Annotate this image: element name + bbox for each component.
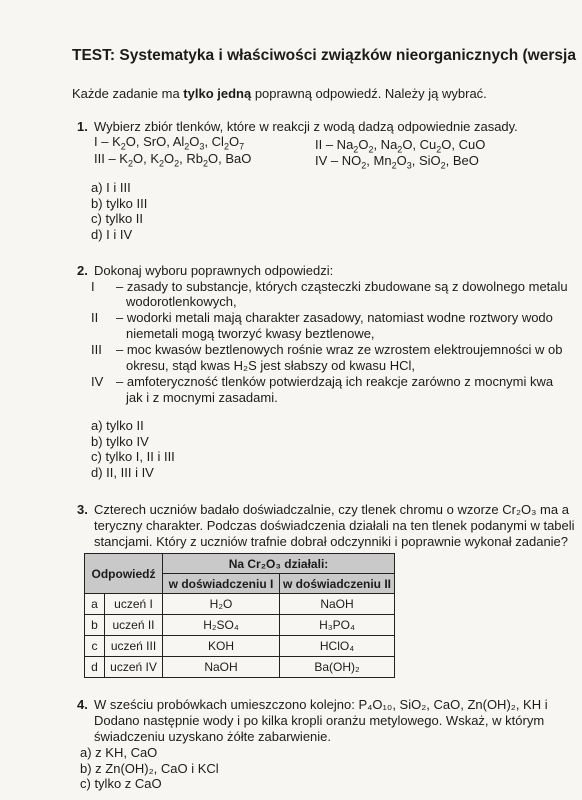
row-letter: a [85,594,105,615]
row-letter: b [85,615,105,636]
table-row [85,594,395,615]
table-row [85,636,395,657]
q2-options [91,418,175,480]
row-exp1: KOH [163,636,280,657]
question-number: 3. [77,502,88,517]
answer-option[interactable]: c) tylko I, II i III [91,449,175,464]
column-header-exp1: w doświadczeniu I [163,574,280,594]
answer-option[interactable]: a) I i III [91,180,131,195]
statement-IV [91,374,553,389]
answer-option[interactable]: b) tylko III [91,195,148,211]
question-3 [77,502,569,518]
instructions [72,86,487,101]
intro-bold: tylko jedną [183,86,252,101]
answer-option[interactable]: d) I i IV [91,226,133,242]
statement-text: jak i z mocnymi zasadami. [126,390,278,405]
question-text: Dokonaj wyboru poprawnych odpowiedzi: [94,263,334,278]
table-row [85,657,395,678]
row-exp2: NaOH [280,594,395,615]
statement-text: – amfoteryczność tlenków potwierdzają ich reakcje zarówno z mocnymi kwa [116,374,554,389]
statement-I [91,279,568,294]
statement-text: – moc kwasów beztlenowych rośnie wraz ze wzrostem elektroujemności w ob [116,342,563,357]
row-exp2: Ba(OH)₂ [280,657,395,678]
question-number: 1. [77,119,88,134]
question-number: 2. [77,263,88,278]
question-text: Czterech uczniów badało doświadczalnie, czy tlenek chromu o wzorze Cr₂O₃ ma a [94,502,569,517]
answer-option[interactable]: b) tylko IV [91,433,149,449]
page-title: TEST: Systematyka i właściwości związków nieorganicznych (wersja [72,47,576,64]
question-text: Dodano następnie wody i po kilka kropli oranżu metylowego. Wskaż, w którym [94,713,545,728]
reagents-table [84,553,395,678]
row-student: uczeń III [105,636,163,657]
row-exp1: H₂SO₄ [163,615,280,636]
answer-option[interactable]: a) tylko II [91,418,144,433]
question-text: świadczeniu uzyskano żółte zabarwienie. [94,729,332,744]
statement-label: II [91,310,99,325]
q1-options [91,180,147,242]
column-header-answer: Odpowiedź [85,554,163,594]
oxide-set-III: III – $K_2O$, $K_2O_2$, $Rb_2O$, BaO [94,151,252,169]
answer-option[interactable]: c) tylko z CaO [80,776,162,791]
row-exp2: H₃PO₄ [280,615,395,636]
question-1 [77,119,518,135]
row-exp1: NaOH [163,657,280,678]
statement-text: okresu, stąd kwas H₂S jest słabszy od kwasu HCl, [126,358,415,373]
statement-label: III [91,342,102,357]
table-row [85,615,395,636]
oxide-set-IV: IV – $NO_2$, $Mn_2O_3$, SiO$_2$, BeO [315,153,479,171]
intro-text-end: poprawną odpowiedź. Należy ją wybrać. [251,86,487,101]
question-text: W sześciu probówkach umieszczono kolejno: P₄O₁₀, SiO₂, CaO, Zn(OH)₂, KH i [94,697,548,712]
answer-option[interactable]: b) z Zn(OH)₂, CaO i KCl [80,760,219,776]
question-text: stancjami. Który z uczniów trafnie dobrał odczynniki i poprawnie wykonał zadanie? [94,534,569,549]
question-2 [77,263,333,279]
question-text: Wybierz zbiór tlenków, które w reakcji z wodą dadzą odpowiednie zasady. [94,119,518,134]
row-exp2: HClO₄ [280,636,395,657]
question-4 [77,697,548,713]
statement-label: IV [91,374,104,389]
column-header-exp2: w doświadczeniu II [280,574,395,594]
statement-text: – wodorki metali mają charakter zasadowy, natomiast wodne roztwory wodo [116,310,553,325]
question-text: teryczny charakter. Podczas doświadczenia działali na ten tlenek podanymi w tabeli [94,518,575,533]
answer-option[interactable]: c) tylko II [91,211,144,226]
row-student: uczeń II [105,615,163,636]
answer-option[interactable]: a) z KH, CaO [80,745,158,760]
statement-II [91,310,553,325]
statement-text: wodorotlenkowych, [126,294,237,309]
q4-options [80,745,219,792]
row-letter: d [85,657,105,678]
row-letter: c [85,636,105,657]
row-exp1: H₂O [163,594,280,615]
statement-text: niemetali mogą tworzyć kwasy beztlenowe, [126,326,375,341]
column-header-group: Na Cr₂O₃ działali: [163,554,395,574]
question-number: 4. [77,697,88,712]
oxide-set-I: I – $K_2O$, SrO, $Al_2O_3$, $Cl_2O_7$ [94,134,245,152]
answer-option[interactable]: d) II, III i IV [91,464,154,480]
statement-III [91,342,563,357]
row-student: uczeń I [105,594,163,615]
statement-label: I [91,279,95,294]
row-student: uczeń IV [105,657,163,678]
oxide-set-II: II – $Na_2O_2$, $Na_2O$, $Cu_2O$, CuO [315,137,486,155]
intro-text: Każde zadanie ma [72,86,184,101]
statement-text: – zasady to substancje, których cząsteczki zbudowane są z dowolnego metalu [116,279,568,294]
